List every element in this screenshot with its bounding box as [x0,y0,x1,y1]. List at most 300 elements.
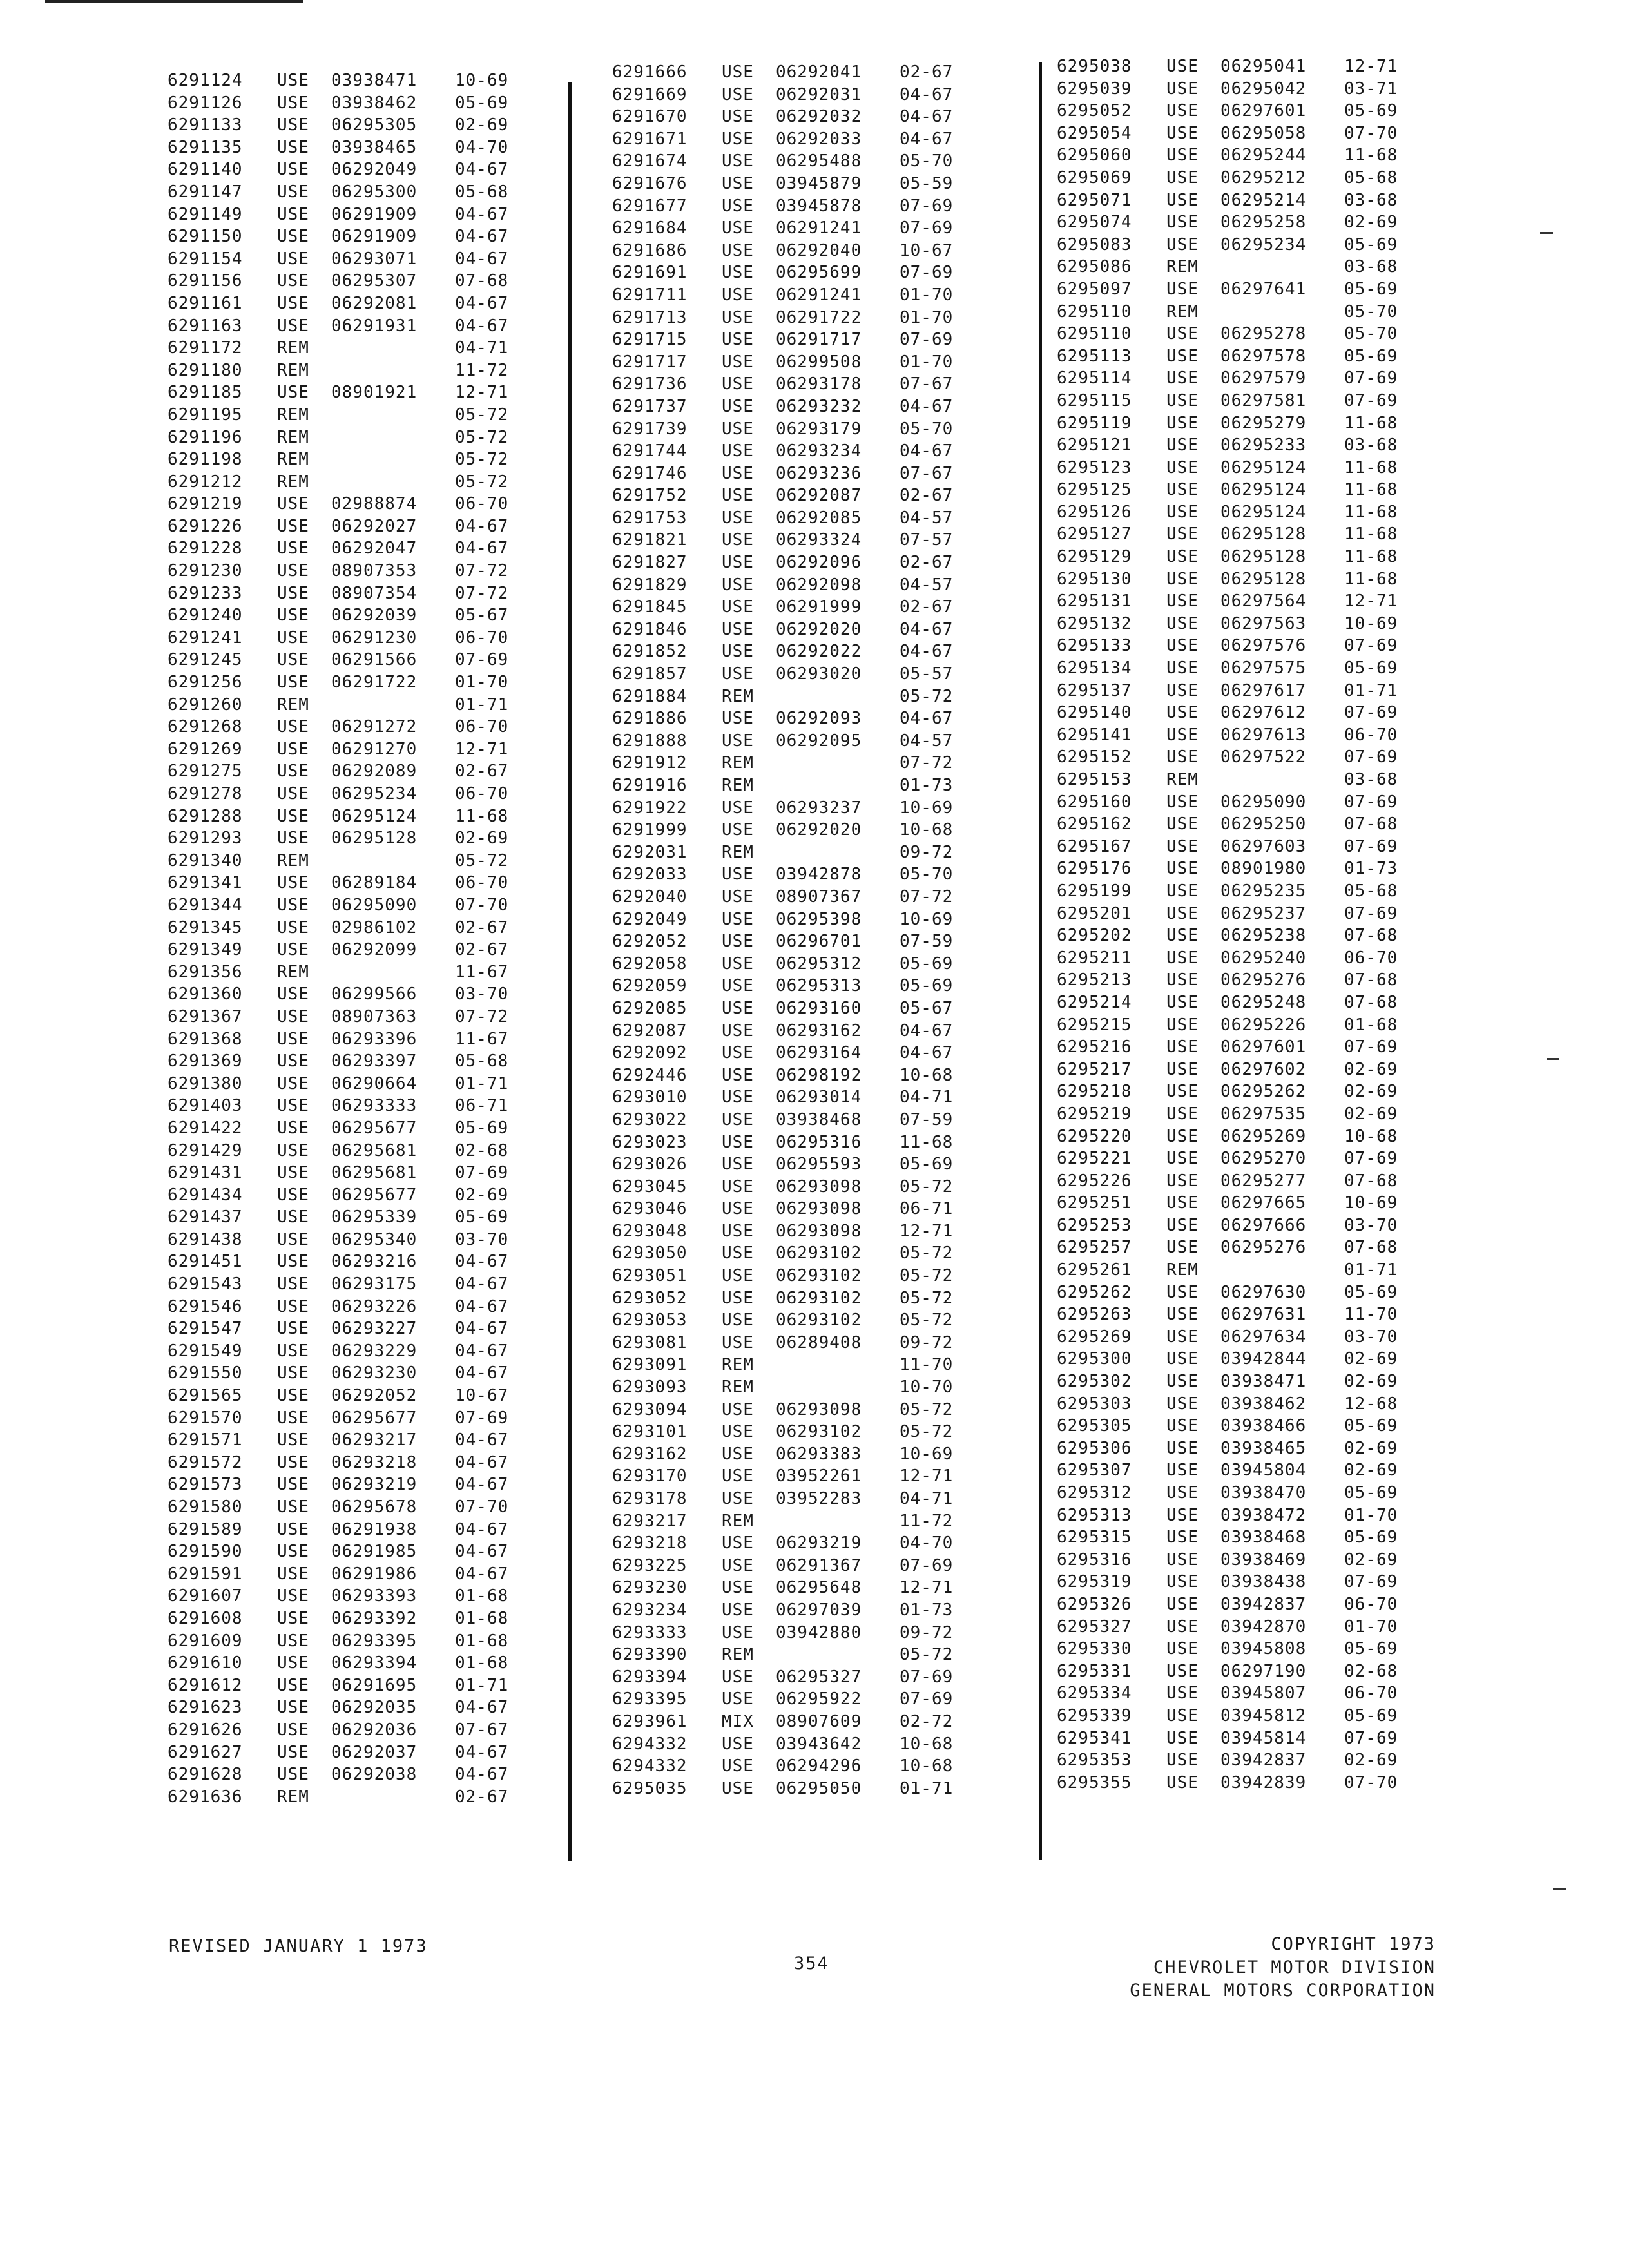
replacement-part-number: 06292047 [331,539,418,559]
action-code: REM [277,472,309,492]
effective-date: 02-69 [1344,1082,1398,1102]
action-code: USE [722,352,754,372]
part-number: 6295137 [1057,680,1132,700]
replacement-part-number: 06292035 [331,1698,418,1718]
effective-date: 03-71 [1344,79,1398,99]
action-code: USE [277,271,309,291]
effective-date: 04-67 [455,1698,509,1718]
replacement-part-number: 06297631 [1220,1305,1307,1325]
part-number: 6291133 [168,115,243,135]
effective-date: 04-71 [900,1489,954,1508]
part-number: 6291147 [168,182,243,202]
action-code: USE [277,1653,309,1673]
part-number: 6295253 [1057,1215,1132,1235]
effective-date: 01-70 [900,307,954,327]
part-row [1057,858,1482,880]
replacement-part-number: 06292096 [776,553,862,573]
replacement-part-number: 06291909 [331,227,418,247]
replacement-part-number: 08907367 [776,887,862,907]
effective-date: 07-67 [455,1720,509,1740]
effective-date: 07-59 [900,1110,954,1129]
part-number: 6293394 [612,1667,688,1687]
effective-date: 07-59 [900,932,954,952]
effective-date: 01-70 [900,352,954,372]
action-code: USE [722,1622,754,1642]
action-code: REM [277,962,309,982]
action-code: USE [277,829,309,849]
action-code: USE [277,1029,309,1049]
part-number: 6295110 [1057,324,1132,344]
action-code: USE [277,1475,309,1495]
effective-date: 07-67 [900,463,954,483]
action-code: USE [277,717,309,737]
part-row [168,1340,593,1363]
replacement-part-number: 08901921 [331,383,418,403]
action-code: USE [722,553,754,573]
effective-date: 04-67 [455,1542,509,1562]
effective-date: 10-70 [900,1378,954,1398]
part-row [612,863,1037,886]
effective-date: 10-68 [900,1065,954,1085]
part-number: 6295306 [1057,1438,1132,1458]
effective-date: 11-68 [1344,457,1398,477]
part-row [612,262,1037,284]
action-code: USE [277,1207,309,1227]
effective-date: 02-67 [900,62,954,82]
effective-date: 05-69 [900,976,954,996]
effective-date: 05-70 [900,151,954,171]
action-code: USE [1166,836,1199,856]
effective-date: 04-67 [455,160,509,180]
action-code: REM [277,360,309,380]
effective-date: 06-70 [455,784,509,803]
effective-date: 02-67 [900,553,954,573]
part-row [1057,613,1482,635]
part-row [168,671,593,694]
effective-date: 04-67 [455,539,509,559]
part-number: 6291240 [168,606,243,626]
effective-date: 05-70 [1344,324,1398,344]
effective-date: 05-69 [1344,1483,1398,1503]
replacement-part-number: 06293227 [331,1319,418,1339]
effective-date: 05-69 [455,1118,509,1138]
copyright-line: COPYRIGHT 1973 [1271,1934,1436,1954]
part-number: 6291438 [168,1229,243,1249]
effective-date: 06-70 [455,628,509,648]
part-number: 6291609 [168,1631,243,1651]
replacement-part-number: 03938470 [1220,1483,1307,1503]
replacement-part-number: 06295128 [331,829,418,849]
part-row [612,752,1037,774]
effective-date: 03-70 [455,1229,509,1249]
part-number: 6291573 [168,1475,243,1495]
part-number: 6291715 [612,330,688,350]
effective-date: 07-69 [455,1163,509,1183]
effective-date: 05-69 [455,1207,509,1227]
part-number: 6295326 [1057,1594,1132,1614]
effective-date: 05-69 [900,954,954,974]
replacement-part-number: 06292032 [776,107,862,127]
effective-date: 02-67 [900,597,954,617]
replacement-part-number: 06291695 [331,1675,418,1695]
action-code: USE [1166,1149,1199,1169]
effective-date: 05-67 [900,998,954,1018]
part-row [1057,836,1482,858]
action-code: REM [722,1355,754,1375]
replacement-part-number: 06293098 [776,1221,862,1241]
part-row [612,730,1037,753]
part-row [168,1407,593,1430]
replacement-part-number: 06295128 [1220,524,1307,544]
part-number: 6295261 [1057,1260,1132,1280]
replacement-part-number: 06292041 [776,62,862,82]
part-number: 6291269 [168,739,243,759]
replacement-part-number: 06291722 [776,307,862,327]
part-row [612,1332,1037,1354]
part-number: 6295114 [1057,369,1132,389]
part-row [1057,1504,1482,1527]
part-row [1057,78,1482,101]
part-row [1057,1236,1482,1259]
action-code: USE [277,494,309,514]
effective-date: 06-70 [455,494,509,514]
action-code: USE [1166,792,1199,812]
effective-date: 01-68 [1344,1015,1398,1035]
part-row [612,953,1037,975]
effective-date: 07-69 [900,1667,954,1687]
part-number: 6291140 [168,160,243,180]
part-row [1057,256,1482,278]
part-number: 6291666 [612,62,688,82]
part-number: 6291185 [168,383,243,403]
effective-date: 05-57 [900,664,954,684]
effective-date: 04-67 [455,204,509,224]
replacement-part-number: 06292093 [776,709,862,729]
part-number: 6291549 [168,1341,243,1361]
replacement-part-number: 06292033 [776,129,862,149]
effective-date: 01-68 [455,1631,509,1651]
effective-date: 01-68 [455,1653,509,1673]
effective-date: 06-70 [455,873,509,893]
part-row [612,1666,1037,1689]
replacement-part-number: 06293162 [776,1021,862,1041]
part-number: 6291739 [612,419,688,439]
effective-date: 07-68 [455,271,509,291]
replacement-part-number: 06292095 [776,731,862,751]
part-row [612,507,1037,530]
part-number: 6291367 [168,1006,243,1026]
part-number: 6291829 [612,575,688,595]
top-edge-rule [45,0,303,3]
part-row [612,1510,1037,1533]
effective-date: 07-72 [455,583,509,603]
action-code: USE [722,1466,754,1486]
part-number: 6295303 [1057,1394,1132,1414]
part-row [168,1519,593,1541]
replacement-part-number: 06295277 [1220,1171,1307,1191]
action-code: USE [722,1667,754,1687]
action-code: USE [722,619,754,639]
effective-date: 04-67 [455,1341,509,1361]
action-code: USE [722,932,754,952]
part-number: 6291999 [612,820,688,840]
effective-date: 05-72 [900,1645,954,1665]
part-number: 6291380 [168,1073,243,1093]
part-number: 6295219 [1057,1104,1132,1124]
part-row [1057,1727,1482,1750]
effective-date: 05-69 [1344,346,1398,366]
replacement-part-number: 06295250 [1220,814,1307,834]
replacement-part-number: 06297630 [1220,1282,1307,1302]
action-code: USE [722,1288,754,1308]
effective-date: 01-71 [455,1675,509,1695]
part-row [612,1555,1037,1577]
part-row [168,983,593,1006]
part-row [1057,278,1482,301]
part-number: 6291711 [612,285,688,305]
replacement-part-number: 06297522 [1220,747,1307,767]
part-number: 6291691 [612,263,688,283]
replacement-part-number: 03942837 [1220,1594,1307,1614]
effective-date: 07-69 [1344,369,1398,389]
part-row [1057,769,1482,791]
part-number: 6292052 [612,932,688,952]
part-number: 6295083 [1057,235,1132,255]
replacement-part-number: 06291986 [331,1564,418,1584]
part-row [1057,1282,1482,1304]
replacement-part-number: 03945804 [1220,1461,1307,1481]
part-row [612,1622,1037,1644]
action-code: USE [277,1073,309,1093]
action-code: USE [1166,970,1199,990]
action-code: USE [1166,1483,1199,1503]
part-number: 6295221 [1057,1149,1132,1169]
part-row [168,1184,593,1207]
part-row [612,1265,1037,1287]
replacement-part-number: 06291241 [776,218,862,238]
replacement-part-number: 06293396 [331,1029,418,1049]
part-number: 6291677 [612,196,688,216]
part-row [612,596,1037,619]
effective-date: 02-69 [1344,1550,1398,1570]
part-row [1057,969,1482,992]
action-code: USE [1166,1305,1199,1325]
part-number: 6291344 [168,895,243,915]
replacement-part-number: 06293179 [776,419,862,439]
replacement-part-number: 06292036 [331,1720,418,1740]
action-code: USE [722,1199,754,1219]
part-row [612,61,1037,84]
part-row [168,1229,593,1251]
effective-date: 07-69 [1344,903,1398,923]
part-row [168,427,593,449]
part-row [168,1563,593,1586]
effective-date: 11-68 [900,1132,954,1152]
part-row [1057,1103,1482,1126]
replacement-part-number: 03952283 [776,1489,862,1508]
action-code: USE [722,664,754,684]
replacement-part-number: 06297579 [1220,369,1307,389]
part-row [612,1309,1037,1332]
part-row [1057,479,1482,501]
replacement-part-number: 06293102 [776,1311,862,1331]
replacement-part-number: 06295269 [1220,1126,1307,1146]
replacement-part-number: 06295681 [331,1163,418,1183]
effective-date: 10-68 [900,1756,954,1776]
replacement-part-number: 06295488 [776,151,862,171]
action-code: REM [277,1787,309,1807]
action-code: USE [1166,235,1199,255]
effective-date: 11-72 [455,360,509,380]
part-row [612,1443,1037,1466]
action-code: USE [277,137,309,157]
replacement-part-number: 06295248 [1220,992,1307,1012]
part-row [1057,635,1482,657]
action-code: USE [1166,1327,1199,1347]
part-number: 6293390 [612,1645,688,1665]
part-number: 6291607 [168,1586,243,1606]
action-code: USE [722,1155,754,1175]
effective-date: 11-68 [1344,413,1398,433]
part-row [168,1742,593,1764]
replacement-part-number: 06293219 [776,1533,862,1553]
part-row [1057,1638,1482,1660]
part-number: 6295216 [1057,1037,1132,1057]
replacement-part-number: 06297617 [1220,680,1307,700]
effective-date: 06-70 [1344,725,1398,745]
part-number: 6295199 [1057,881,1132,901]
part-row [612,886,1037,908]
replacement-part-number: 06295313 [776,976,862,996]
action-code: USE [277,1631,309,1651]
part-row [1057,323,1482,345]
part-number: 6295302 [1057,1372,1132,1392]
part-row [168,1474,593,1496]
part-number: 6295132 [1057,613,1132,633]
part-row [1057,367,1482,390]
action-code: USE [277,1341,309,1361]
part-number: 6292033 [612,865,688,885]
part-row [1057,1415,1482,1437]
replacement-part-number: 06295398 [776,909,862,929]
part-number: 6295214 [1057,992,1132,1012]
replacement-part-number: 06293216 [331,1252,418,1272]
part-number: 6291628 [168,1765,243,1785]
effective-date: 04-67 [455,1296,509,1316]
part-row [168,471,593,494]
effective-date: 10-68 [900,820,954,840]
part-number: 6291543 [168,1274,243,1294]
effective-date: 05-69 [1344,658,1398,678]
action-code: USE [1166,1394,1199,1414]
part-number: 6293217 [612,1511,688,1531]
part-number: 6291293 [168,829,243,849]
part-number: 6291565 [168,1386,243,1406]
part-row [1057,412,1482,435]
action-code: USE [1166,992,1199,1012]
part-number: 6291684 [612,218,688,238]
replacement-part-number: 06295234 [1220,235,1307,255]
effective-date: 04-67 [900,396,954,416]
replacement-part-number: 06297634 [1220,1327,1307,1347]
action-code: USE [1166,1751,1199,1771]
action-code: USE [722,240,754,260]
part-row [168,1362,593,1385]
column-divider-1 [568,82,572,1861]
replacement-part-number: 06293071 [331,249,418,269]
effective-date: 04-67 [455,316,509,336]
part-row [168,961,593,984]
corporation-line: GENERAL MOTORS CORPORATION [1130,1981,1436,2001]
effective-date: 07-69 [900,1555,954,1575]
part-row [1057,1526,1482,1549]
effective-date: 07-69 [1344,390,1398,410]
part-number: 6291744 [612,441,688,461]
part-number: 6295133 [1057,636,1132,656]
part-row [612,150,1037,173]
effective-date: 11-68 [1344,524,1398,544]
part-number: 6291260 [168,695,243,715]
replacement-part-number: 06293164 [776,1043,862,1063]
part-number: 6291198 [168,450,243,470]
replacement-part-number: 06293394 [331,1653,418,1673]
revision-date: REVISED JANUARY 1 1973 [169,1936,428,1956]
part-row [168,1117,593,1140]
replacement-part-number: 06295307 [331,271,418,291]
replacement-part-number: 06295340 [331,1229,418,1249]
margin-tick-mark [1553,1888,1566,1890]
effective-date: 04-67 [455,1274,509,1294]
part-row [168,226,593,248]
effective-date: 02-67 [455,1787,509,1807]
action-code: USE [722,709,754,729]
effective-date: 07-68 [1344,970,1398,990]
part-number: 6291369 [168,1052,243,1072]
part-row [612,1778,1037,1800]
part-number: 6295125 [1057,480,1132,500]
effective-date: 05-72 [900,1244,954,1264]
replacement-part-number: 02986102 [331,918,418,937]
effective-date: 05-72 [900,1422,954,1442]
replacement-part-number: 06295276 [1220,1238,1307,1258]
part-number: 6295176 [1057,859,1132,879]
replacement-part-number: 06293098 [776,1177,862,1196]
action-code: USE [277,182,309,202]
replacement-part-number: 06295041 [1220,57,1307,76]
part-number: 6291845 [612,597,688,617]
action-code: USE [722,1399,754,1419]
replacement-part-number: 06295312 [776,954,862,974]
effective-date: 07-69 [900,330,954,350]
action-code: USE [1166,1505,1199,1525]
action-code: USE [277,1742,309,1762]
part-row [1057,345,1482,368]
action-code: USE [722,62,754,82]
replacement-part-number: 06292038 [331,1765,418,1785]
replacement-part-number: 06299566 [331,985,418,1004]
replacement-part-number: 03945814 [1220,1728,1307,1748]
margin-tick-mark [1547,1058,1559,1060]
part-row [1057,791,1482,814]
part-row [168,448,593,471]
part-number: 6291676 [612,173,688,193]
part-row [1057,1682,1482,1705]
effective-date: 04-71 [455,338,509,358]
effective-date: 02-69 [455,115,509,135]
part-number: 6295167 [1057,836,1132,856]
replacement-part-number: 06297665 [1220,1193,1307,1213]
action-code: USE [722,1489,754,1508]
